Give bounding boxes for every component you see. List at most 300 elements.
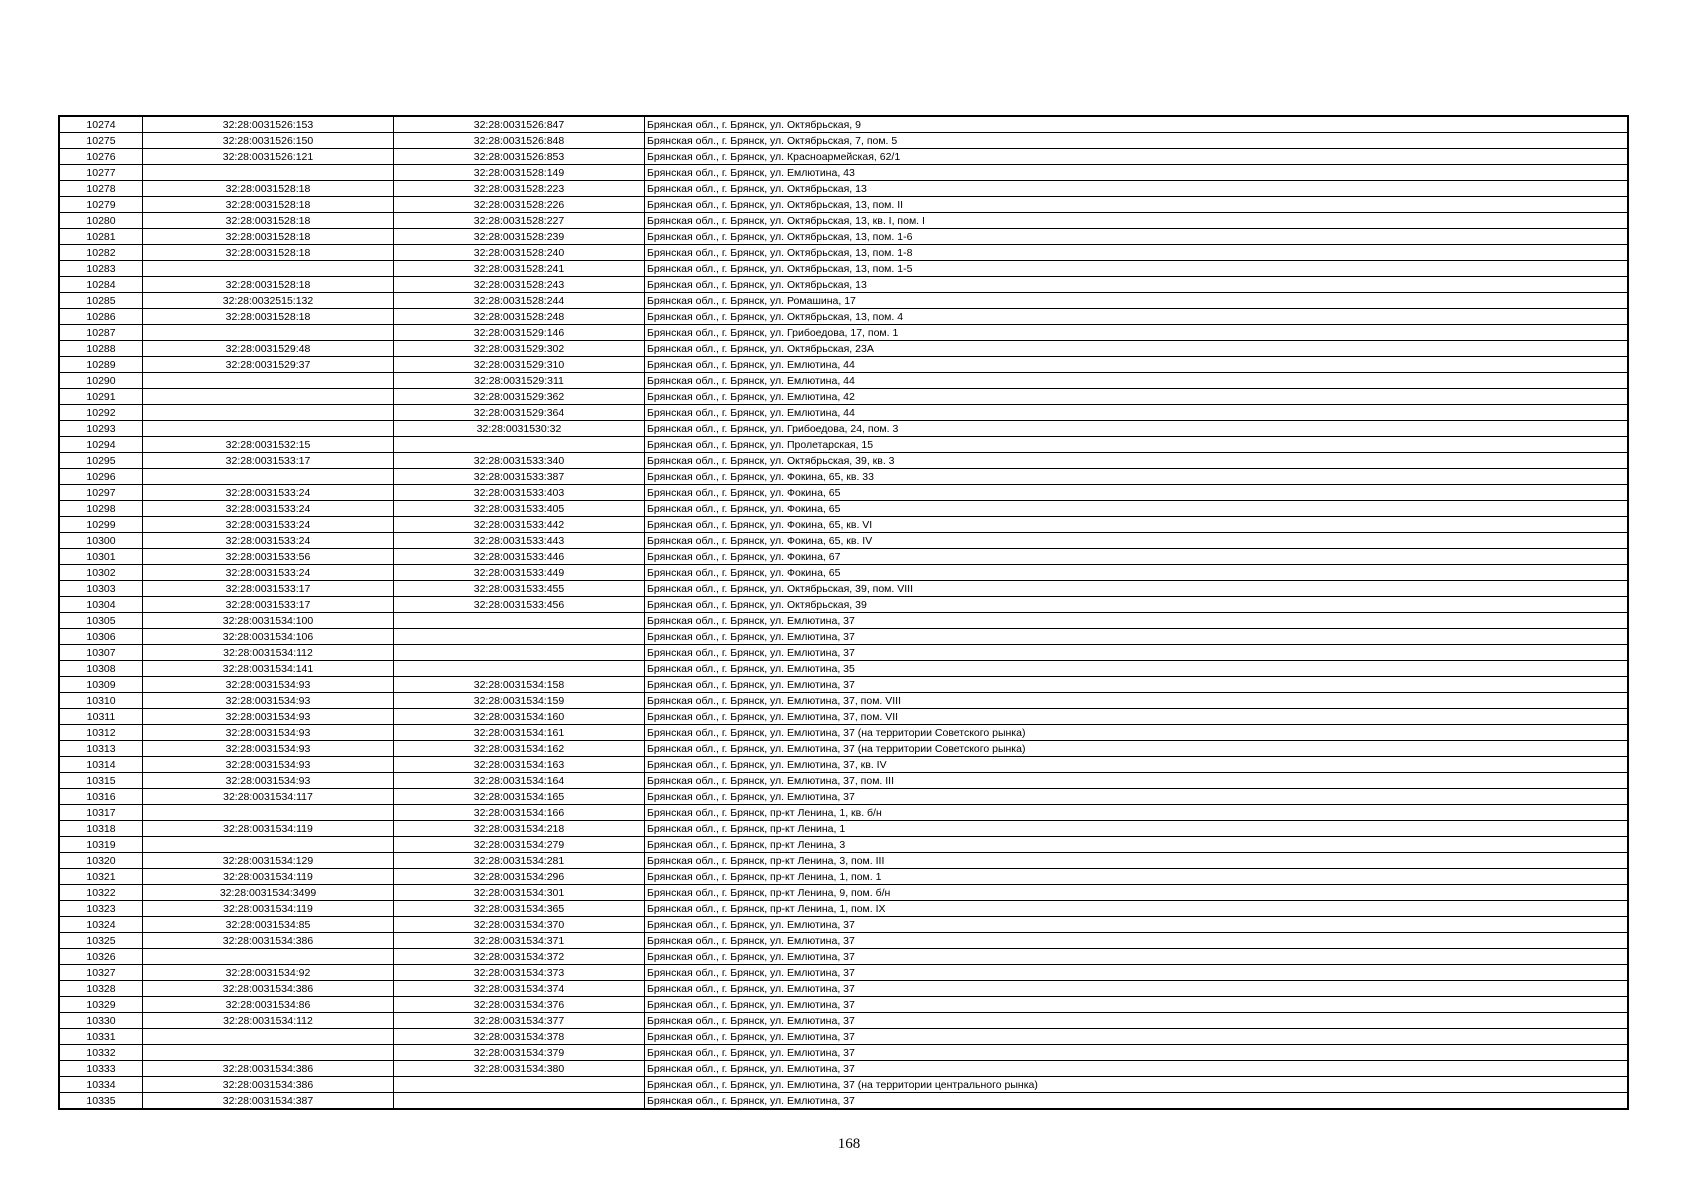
row-number-cell: 10322 [59, 885, 143, 901]
address-cell: Брянская обл., г. Брянск, ул. Октябрьская, 13 [645, 277, 1629, 293]
table-row [59, 613, 1628, 629]
parcel-cadastral-number-cell: 32:28:0031528:18 [143, 197, 394, 213]
row-number-cell: 10305 [59, 613, 143, 629]
table-row [59, 709, 1628, 725]
table-row [59, 933, 1628, 949]
parcel-cadastral-number-cell [143, 389, 394, 405]
table-row [59, 773, 1628, 789]
object-cadastral-number-cell: 32:28:0031533:455 [394, 581, 645, 597]
table-row [59, 1029, 1628, 1045]
object-cadastral-number-cell: 32:28:0031529:364 [394, 405, 645, 421]
address-cell: Брянская обл., г. Брянск, ул. Октябрьская, 9 [645, 116, 1629, 133]
parcel-cadastral-number-cell: 32:28:0031534:119 [143, 821, 394, 837]
row-number-cell: 10286 [59, 309, 143, 325]
table-row [59, 309, 1628, 325]
table-row [59, 757, 1628, 773]
row-number-cell: 10307 [59, 645, 143, 661]
parcel-cadastral-number-cell: 32:28:0031528:18 [143, 245, 394, 261]
table-row [59, 325, 1628, 341]
address-cell: Брянская обл., г. Брянск, ул. Грибоедова, 24, пом. 3 [645, 421, 1629, 437]
address-cell: Брянская обл., г. Брянск, ул. Октябрьская, 39 [645, 597, 1629, 613]
parcel-cadastral-number-cell: 32:28:0031533:17 [143, 453, 394, 469]
row-number-cell: 10328 [59, 981, 143, 997]
address-cell: Брянская обл., г. Брянск, ул. Емлютина, 37 [645, 629, 1629, 645]
parcel-cadastral-number-cell: 32:28:0031533:24 [143, 517, 394, 533]
object-cadastral-number-cell: 32:28:0031534:377 [394, 1013, 645, 1029]
table-row [59, 357, 1628, 373]
row-number-cell: 10309 [59, 677, 143, 693]
object-cadastral-number-cell: 32:28:0031533:405 [394, 501, 645, 517]
object-cadastral-number-cell: 32:28:0031526:847 [394, 116, 645, 133]
address-cell: Брянская обл., г. Брянск, ул. Емлютина, 37 (на территории Советского рынка) [645, 725, 1629, 741]
row-number-cell: 10283 [59, 261, 143, 277]
parcel-cadastral-number-cell: 32:28:0031528:18 [143, 213, 394, 229]
row-number-cell: 10333 [59, 1061, 143, 1077]
address-cell: Брянская обл., г. Брянск, ул. Октябрьская, 13 [645, 181, 1629, 197]
table-row [59, 293, 1628, 309]
object-cadastral-number-cell: 32:28:0031533:456 [394, 597, 645, 613]
object-cadastral-number-cell: 32:28:0031528:227 [394, 213, 645, 229]
parcel-cadastral-number-cell: 32:28:0031534:93 [143, 741, 394, 757]
row-number-cell: 10314 [59, 757, 143, 773]
table-row [59, 1013, 1628, 1029]
address-cell: Брянская обл., г. Брянск, ул. Емлютина, 37 (на территории центрального рынка) [645, 1077, 1629, 1093]
object-cadastral-number-cell: 32:28:0031534:296 [394, 869, 645, 885]
object-cadastral-number-cell: 32:28:0031534:373 [394, 965, 645, 981]
table-row [59, 469, 1628, 485]
table-row [59, 165, 1628, 181]
object-cadastral-number-cell: 32:28:0031534:380 [394, 1061, 645, 1077]
table-row [59, 821, 1628, 837]
table-row [59, 645, 1628, 661]
row-number-cell: 10290 [59, 373, 143, 389]
parcel-cadastral-number-cell [143, 405, 394, 421]
parcel-cadastral-number-cell: 32:28:0031534:3499 [143, 885, 394, 901]
parcel-cadastral-number-cell [143, 805, 394, 821]
row-number-cell: 10327 [59, 965, 143, 981]
row-number-cell: 10295 [59, 453, 143, 469]
row-number-cell: 10315 [59, 773, 143, 789]
table-row [59, 213, 1628, 229]
table-row [59, 389, 1628, 405]
row-number-cell: 10313 [59, 741, 143, 757]
address-cell: Брянская обл., г. Брянск, пр-кт Ленина, 9, пом. б/н [645, 885, 1629, 901]
address-cell: Брянская обл., г. Брянск, пр-кт Ленина, 3 [645, 837, 1629, 853]
row-number-cell: 10279 [59, 197, 143, 213]
object-cadastral-number-cell: 32:28:0031534:166 [394, 805, 645, 821]
object-cadastral-number-cell: 32:28:0031529:146 [394, 325, 645, 341]
object-cadastral-number-cell: 32:28:0031534:161 [394, 725, 645, 741]
row-number-cell: 10320 [59, 853, 143, 869]
parcel-cadastral-number-cell: 32:28:0032515:132 [143, 293, 394, 309]
table-row [59, 501, 1628, 517]
row-number-cell: 10291 [59, 389, 143, 405]
address-cell: Брянская обл., г. Брянск, пр-кт Ленина, 1 [645, 821, 1629, 837]
row-number-cell: 10325 [59, 933, 143, 949]
parcel-cadastral-number-cell: 32:28:0031534:387 [143, 1093, 394, 1110]
row-number-cell: 10303 [59, 581, 143, 597]
parcel-cadastral-number-cell: 32:28:0031534:93 [143, 709, 394, 725]
row-number-cell: 10326 [59, 949, 143, 965]
table-row [59, 1077, 1628, 1093]
row-number-cell: 10284 [59, 277, 143, 293]
address-cell: Брянская обл., г. Брянск, ул. Емлютина, 37, кв. IV [645, 757, 1629, 773]
address-cell: Брянская обл., г. Брянск, ул. Октябрьская, 13, пом. 1-5 [645, 261, 1629, 277]
table-row [59, 565, 1628, 581]
address-cell: Брянская обл., г. Брянск, ул. Октябрьская, 13, пом. II [645, 197, 1629, 213]
object-cadastral-number-cell [394, 613, 645, 629]
row-number-cell: 10277 [59, 165, 143, 181]
table-row [59, 197, 1628, 213]
parcel-cadastral-number-cell: 32:28:0031533:17 [143, 581, 394, 597]
address-cell: Брянская обл., г. Брянск, пр-кт Ленина, 3, пом. III [645, 853, 1629, 869]
parcel-cadastral-number-cell: 32:28:0031534:93 [143, 677, 394, 693]
row-number-cell: 10318 [59, 821, 143, 837]
object-cadastral-number-cell: 32:28:0031533:340 [394, 453, 645, 469]
row-number-cell: 10310 [59, 693, 143, 709]
table-row [59, 581, 1628, 597]
parcel-cadastral-number-cell: 32:28:0031534:141 [143, 661, 394, 677]
address-cell: Брянская обл., г. Брянск, ул. Емлютина, 37, пом. VIII [645, 693, 1629, 709]
object-cadastral-number-cell: 32:28:0031533:403 [394, 485, 645, 501]
parcel-cadastral-number-cell: 32:28:0031534:117 [143, 789, 394, 805]
row-number-cell: 10316 [59, 789, 143, 805]
object-cadastral-number-cell: 32:28:0031526:853 [394, 149, 645, 165]
parcel-cadastral-number-cell: 32:28:0031533:56 [143, 549, 394, 565]
address-cell: Брянская обл., г. Брянск, ул. Октябрьская, 39, кв. 3 [645, 453, 1629, 469]
row-number-cell: 10319 [59, 837, 143, 853]
row-number-cell: 10278 [59, 181, 143, 197]
address-cell: Брянская обл., г. Брянск, ул. Емлютина, 37 [645, 933, 1629, 949]
row-number-cell: 10332 [59, 1045, 143, 1061]
parcel-cadastral-number-cell: 32:28:0031534:112 [143, 1013, 394, 1029]
address-cell: Брянская обл., г. Брянск, ул. Октябрьская, 23А [645, 341, 1629, 357]
table-row [59, 597, 1628, 613]
row-number-cell: 10312 [59, 725, 143, 741]
parcel-cadastral-number-cell: 32:28:0031528:18 [143, 277, 394, 293]
parcel-cadastral-number-cell [143, 469, 394, 485]
object-cadastral-number-cell: 32:28:0031533:442 [394, 517, 645, 533]
table-row [59, 677, 1628, 693]
address-cell: Брянская обл., г. Брянск, ул. Грибоедова, 17, пом. 1 [645, 325, 1629, 341]
row-number-cell: 10293 [59, 421, 143, 437]
parcel-cadastral-number-cell: 32:28:0031529:48 [143, 341, 394, 357]
row-number-cell: 10276 [59, 149, 143, 165]
object-cadastral-number-cell: 32:28:0031534:374 [394, 981, 645, 997]
row-number-cell: 10285 [59, 293, 143, 309]
address-cell: Брянская обл., г. Брянск, ул. Октябрьская, 7, пом. 5 [645, 133, 1629, 149]
object-cadastral-number-cell: 32:28:0031534:365 [394, 901, 645, 917]
row-number-cell: 10300 [59, 533, 143, 549]
table-row [59, 277, 1628, 293]
address-cell: Брянская обл., г. Брянск, ул. Емлютина, 37 [645, 1093, 1629, 1110]
parcel-cadastral-number-cell [143, 1045, 394, 1061]
address-cell: Брянская обл., г. Брянск, ул. Пролетарская, 15 [645, 437, 1629, 453]
parcel-cadastral-number-cell: 32:28:0031526:121 [143, 149, 394, 165]
row-number-cell: 10335 [59, 1093, 143, 1110]
row-number-cell: 10302 [59, 565, 143, 581]
parcel-cadastral-number-cell: 32:28:0031528:18 [143, 309, 394, 325]
parcel-cadastral-number-cell: 32:28:0031532:15 [143, 437, 394, 453]
object-cadastral-number-cell: 32:28:0031534:279 [394, 837, 645, 853]
parcel-cadastral-number-cell: 32:28:0031534:93 [143, 773, 394, 789]
row-number-cell: 10281 [59, 229, 143, 245]
object-cadastral-number-cell: 32:28:0031533:387 [394, 469, 645, 485]
table-row [59, 949, 1628, 965]
row-number-cell: 10282 [59, 245, 143, 261]
object-cadastral-number-cell: 32:28:0031534:370 [394, 917, 645, 933]
parcel-cadastral-number-cell: 32:28:0031534:106 [143, 629, 394, 645]
page-number: 168 [837, 1136, 861, 1152]
table-row [59, 853, 1628, 869]
table-row [59, 741, 1628, 757]
table-row [59, 901, 1628, 917]
row-number-cell: 10287 [59, 325, 143, 341]
address-cell: Брянская обл., г. Брянск, ул. Емлютина, 37 [645, 1013, 1629, 1029]
address-cell: Брянская обл., г. Брянск, ул. Емлютина, 37, пом. III [645, 773, 1629, 789]
parcel-cadastral-number-cell [143, 949, 394, 965]
row-number-cell: 10275 [59, 133, 143, 149]
address-cell: Брянская обл., г. Брянск, ул. Емлютина, 37 [645, 917, 1629, 933]
address-cell: Брянская обл., г. Брянск, ул. Красноармейская, 62/1 [645, 149, 1629, 165]
object-cadastral-number-cell: 32:28:0031534:163 [394, 757, 645, 773]
table-row [59, 373, 1628, 389]
row-number-cell: 10317 [59, 805, 143, 821]
address-cell: Брянская обл., г. Брянск, ул. Фокина, 65 [645, 485, 1629, 501]
address-cell: Брянская обл., г. Брянск, ул. Емлютина, 35 [645, 661, 1629, 677]
table-row [59, 1093, 1628, 1110]
parcel-cadastral-number-cell: 32:28:0031534:129 [143, 853, 394, 869]
address-cell: Брянская обл., г. Брянск, ул. Фокина, 67 [645, 549, 1629, 565]
object-cadastral-number-cell: 32:28:0031533:443 [394, 533, 645, 549]
table-row [59, 341, 1628, 357]
parcel-cadastral-number-cell [143, 325, 394, 341]
row-number-cell: 10289 [59, 357, 143, 373]
object-cadastral-number-cell: 32:28:0031533:446 [394, 549, 645, 565]
row-number-cell: 10301 [59, 549, 143, 565]
address-cell: Брянская обл., г. Брянск, ул. Фокина, 65, кв. 33 [645, 469, 1629, 485]
address-cell: Брянская обл., г. Брянск, ул. Емлютина, 37 [645, 613, 1629, 629]
parcel-cadastral-number-cell: 32:28:0031534:93 [143, 725, 394, 741]
table-row [59, 1045, 1628, 1061]
object-cadastral-number-cell: 32:28:0031529:310 [394, 357, 645, 373]
parcel-cadastral-number-cell: 32:28:0031534:386 [143, 1077, 394, 1093]
address-cell: Брянская обл., г. Брянск, ул. Емлютина, 37 [645, 965, 1629, 981]
row-number-cell: 10334 [59, 1077, 143, 1093]
parcel-cadastral-number-cell: 32:28:0031529:37 [143, 357, 394, 373]
parcel-cadastral-number-cell: 32:28:0031526:153 [143, 116, 394, 133]
table-row [59, 837, 1628, 853]
object-cadastral-number-cell: 32:28:0031528:240 [394, 245, 645, 261]
object-cadastral-number-cell [394, 1077, 645, 1093]
table-row [59, 549, 1628, 565]
table-row [59, 965, 1628, 981]
object-cadastral-number-cell: 32:28:0031528:149 [394, 165, 645, 181]
table-row [59, 181, 1628, 197]
address-cell: Брянская обл., г. Брянск, ул. Октябрьская, 13, пом. 4 [645, 309, 1629, 325]
address-cell: Брянская обл., г. Брянск, ул. Фокина, 65, кв. IV [645, 533, 1629, 549]
table-row [59, 517, 1628, 533]
object-cadastral-number-cell: 32:28:0031529:362 [394, 389, 645, 405]
row-number-cell: 10296 [59, 469, 143, 485]
object-cadastral-number-cell [394, 661, 645, 677]
table-row [59, 917, 1628, 933]
object-cadastral-number-cell [394, 629, 645, 645]
object-cadastral-number-cell [394, 645, 645, 661]
parcel-cadastral-number-cell: 32:28:0031533:24 [143, 533, 394, 549]
address-cell: Брянская обл., г. Брянск, ул. Емлютина, 37 [645, 949, 1629, 965]
parcel-cadastral-number-cell: 32:28:0031534:386 [143, 1061, 394, 1077]
parcel-cadastral-number-cell: 32:28:0031528:18 [143, 229, 394, 245]
address-cell: Брянская обл., г. Брянск, ул. Емлютина, 43 [645, 165, 1629, 181]
row-number-cell: 10280 [59, 213, 143, 229]
table-row [59, 261, 1628, 277]
object-cadastral-number-cell: 32:28:0031528:239 [394, 229, 645, 245]
table-row [59, 149, 1628, 165]
object-cadastral-number-cell: 32:28:0031529:311 [394, 373, 645, 389]
parcel-cadastral-number-cell: 32:28:0031533:24 [143, 565, 394, 581]
object-cadastral-number-cell: 32:28:0031534:164 [394, 773, 645, 789]
parcel-cadastral-number-cell: 32:28:0031528:18 [143, 181, 394, 197]
row-number-cell: 10311 [59, 709, 143, 725]
table-row [59, 533, 1628, 549]
object-cadastral-number-cell [394, 1093, 645, 1110]
row-number-cell: 10321 [59, 869, 143, 885]
address-cell: Брянская обл., г. Брянск, ул. Емлютина, 44 [645, 357, 1629, 373]
address-cell: Брянская обл., г. Брянск, ул. Емлютина, 44 [645, 373, 1629, 389]
parcel-cadastral-number-cell: 32:28:0031534:93 [143, 757, 394, 773]
address-cell: Брянская обл., г. Брянск, ул. Октябрьская, 13, пом. 1-6 [645, 229, 1629, 245]
object-cadastral-number-cell: 32:28:0031534:378 [394, 1029, 645, 1045]
address-cell: Брянская обл., г. Брянск, ул. Емлютина, 37 [645, 981, 1629, 997]
parcel-cadastral-number-cell: 32:28:0031533:24 [143, 501, 394, 517]
parcel-cadastral-number-cell: 32:28:0031534:93 [143, 693, 394, 709]
object-cadastral-number-cell: 32:28:0031534:162 [394, 741, 645, 757]
table-row [59, 981, 1628, 997]
parcel-cadastral-number-cell: 32:28:0031534:386 [143, 933, 394, 949]
object-cadastral-number-cell: 32:28:0031534:281 [394, 853, 645, 869]
table-row [59, 1061, 1628, 1077]
parcel-cadastral-number-cell [143, 421, 394, 437]
table-row [59, 133, 1628, 149]
parcel-cadastral-number-cell: 32:28:0031534:119 [143, 901, 394, 917]
row-number-cell: 10331 [59, 1029, 143, 1045]
row-number-cell: 10304 [59, 597, 143, 613]
table-row [59, 693, 1628, 709]
address-cell: Брянская обл., г. Брянск, ул. Емлютина, 37 [645, 677, 1629, 693]
table-row [59, 116, 1628, 133]
row-number-cell: 10288 [59, 341, 143, 357]
address-cell: Брянская обл., г. Брянск, ул. Октябрьская, 13, кв. I, пом. I [645, 213, 1629, 229]
register-table-body [59, 116, 1628, 1109]
object-cadastral-number-cell: 32:28:0031534:376 [394, 997, 645, 1013]
address-cell: Брянская обл., г. Брянск, ул. Емлютина, 37, пом. VII [645, 709, 1629, 725]
table-row [59, 789, 1628, 805]
object-cadastral-number-cell: 32:28:0031534:379 [394, 1045, 645, 1061]
parcel-cadastral-number-cell: 32:28:0031534:92 [143, 965, 394, 981]
object-cadastral-number-cell: 32:28:0031534:159 [394, 693, 645, 709]
object-cadastral-number-cell: 32:28:0031534:165 [394, 789, 645, 805]
table-row [59, 885, 1628, 901]
parcel-cadastral-number-cell: 32:28:0031534:86 [143, 997, 394, 1013]
object-cadastral-number-cell: 32:28:0031530:32 [394, 421, 645, 437]
row-number-cell: 10297 [59, 485, 143, 501]
object-cadastral-number-cell: 32:28:0031534:160 [394, 709, 645, 725]
row-number-cell: 10324 [59, 917, 143, 933]
parcel-cadastral-number-cell [143, 1029, 394, 1045]
object-cadastral-number-cell: 32:28:0031534:158 [394, 677, 645, 693]
table-row [59, 245, 1628, 261]
parcel-cadastral-number-cell: 32:28:0031534:119 [143, 869, 394, 885]
parcel-cadastral-number-cell: 32:28:0031526:150 [143, 133, 394, 149]
address-cell: Брянская обл., г. Брянск, пр-кт Ленина, 1, пом. IX [645, 901, 1629, 917]
address-cell: Брянская обл., г. Брянск, ул. Емлютина, 37 (на территории Советского рынка) [645, 741, 1629, 757]
address-cell: Брянская обл., г. Брянск, ул. Емлютина, 37 [645, 1045, 1629, 1061]
parcel-cadastral-number-cell [143, 837, 394, 853]
table-row [59, 453, 1628, 469]
row-number-cell: 10329 [59, 997, 143, 1013]
table-row [59, 725, 1628, 741]
table-row [59, 229, 1628, 245]
parcel-cadastral-number-cell [143, 165, 394, 181]
table-row [59, 405, 1628, 421]
parcel-cadastral-number-cell: 32:28:0031534:386 [143, 981, 394, 997]
address-cell: Брянская обл., г. Брянск, ул. Октябрьская, 39, пом. VIII [645, 581, 1629, 597]
address-cell: Брянская обл., г. Брянск, ул. Емлютина, 37 [645, 1061, 1629, 1077]
object-cadastral-number-cell: 32:28:0031534:372 [394, 949, 645, 965]
table-row [59, 437, 1628, 453]
table-row [59, 485, 1628, 501]
address-cell: Брянская обл., г. Брянск, ул. Емлютина, 37 [645, 1029, 1629, 1045]
address-cell: Брянская обл., г. Брянск, ул. Фокина, 65 [645, 501, 1629, 517]
table-row [59, 661, 1628, 677]
cadastral-register-table [58, 115, 1629, 1110]
parcel-cadastral-number-cell: 32:28:0031533:24 [143, 485, 394, 501]
object-cadastral-number-cell: 32:28:0031528:243 [394, 277, 645, 293]
address-cell: Брянская обл., г. Брянск, ул. Емлютина, 44 [645, 405, 1629, 421]
object-cadastral-number-cell: 32:28:0031534:301 [394, 885, 645, 901]
row-number-cell: 10323 [59, 901, 143, 917]
row-number-cell: 10294 [59, 437, 143, 453]
parcel-cadastral-number-cell: 32:28:0031534:112 [143, 645, 394, 661]
table-row [59, 805, 1628, 821]
table-row [59, 869, 1628, 885]
object-cadastral-number-cell [394, 437, 645, 453]
row-number-cell: 10306 [59, 629, 143, 645]
parcel-cadastral-number-cell: 32:28:0031533:17 [143, 597, 394, 613]
address-cell: Брянская обл., г. Брянск, ул. Емлютина, 37 [645, 997, 1629, 1013]
address-cell: Брянская обл., г. Брянск, ул. Ромашина, 17 [645, 293, 1629, 309]
address-cell: Брянская обл., г. Брянск, пр-кт Ленина, 1, кв. б/н [645, 805, 1629, 821]
parcel-cadastral-number-cell: 32:28:0031534:85 [143, 917, 394, 933]
object-cadastral-number-cell: 32:28:0031529:302 [394, 341, 645, 357]
address-cell: Брянская обл., г. Брянск, ул. Емлютина, 42 [645, 389, 1629, 405]
address-cell: Брянская обл., г. Брянск, пр-кт Ленина, 1, пом. 1 [645, 869, 1629, 885]
parcel-cadastral-number-cell: 32:28:0031534:100 [143, 613, 394, 629]
row-number-cell: 10308 [59, 661, 143, 677]
table-row [59, 421, 1628, 437]
table-row [59, 997, 1628, 1013]
object-cadastral-number-cell: 32:28:0031526:848 [394, 133, 645, 149]
row-number-cell: 10298 [59, 501, 143, 517]
row-number-cell: 10299 [59, 517, 143, 533]
object-cadastral-number-cell: 32:28:0031528:226 [394, 197, 645, 213]
row-number-cell: 10330 [59, 1013, 143, 1029]
row-number-cell: 10292 [59, 405, 143, 421]
address-cell: Брянская обл., г. Брянск, ул. Емлютина, 37 [645, 645, 1629, 661]
object-cadastral-number-cell: 32:28:0031528:244 [394, 293, 645, 309]
object-cadastral-number-cell: 32:28:0031528:241 [394, 261, 645, 277]
